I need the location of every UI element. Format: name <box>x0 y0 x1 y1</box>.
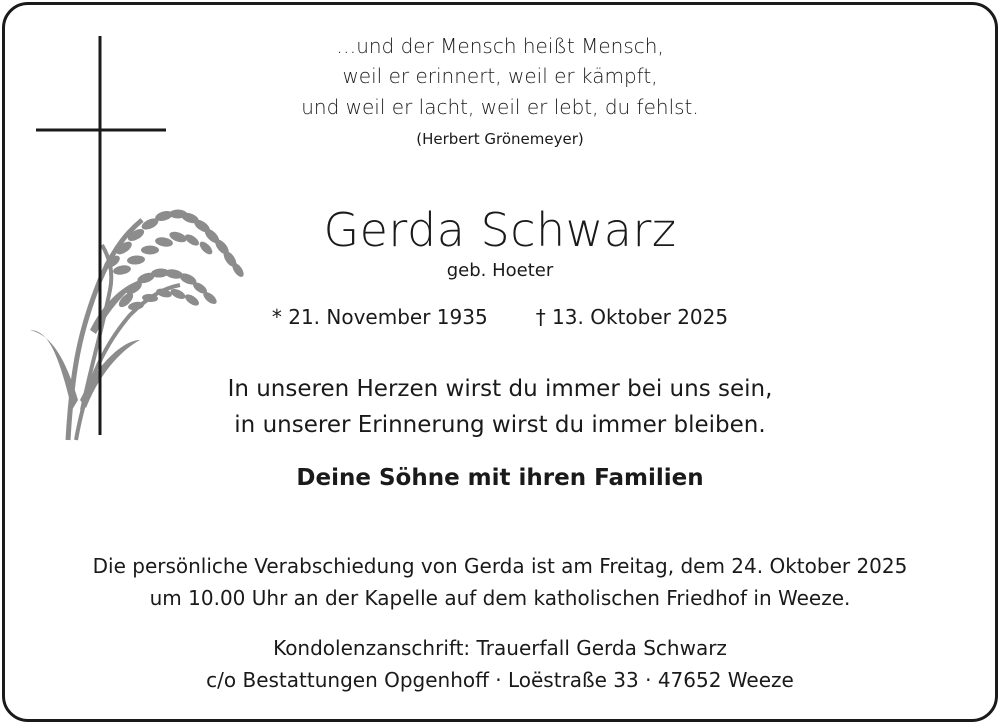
farewell-line-1: Die persönliche Verabschiedung von Gerda ist am Freitag, dem 24. Oktober 2025 <box>92 554 908 578</box>
quote-line-1: …und der Mensch heißt Mensch, <box>336 34 664 58</box>
verse-line-2: in unserer Erinnerung wirst du immer bleiben. <box>234 412 766 438</box>
deceased-name: Gerda Schwarz <box>323 203 677 257</box>
farewell-line-2: um 10.00 Uhr an der Kapelle auf dem katholischen Friedhof in Weeze. <box>149 586 851 610</box>
condolence-line-2: c/o Bestattungen Opgenhoff · Loëstraße 33 · 47652 Weeze <box>206 668 794 692</box>
quote-author: (Herbert Grönemeyer) <box>416 130 584 148</box>
quote-line-2: weil er erinnert, weil er kämpft, <box>342 64 658 88</box>
birth-date: * 21. November 1935 <box>271 305 488 329</box>
death-date: † 13. Oktober 2025 <box>535 305 729 329</box>
condolence-line-1: Kondolenzanschrift: Trauerfall Gerda Schwarz <box>273 636 727 660</box>
verse-line-1: In unseren Herzen wirst du immer bei uns sein, <box>227 376 773 402</box>
quote-line-3: und weil er lacht, weil er lebt, du fehlst. <box>301 95 699 119</box>
mourners: Deine Söhne mit ihren Familien <box>296 465 704 491</box>
maiden-name: geb. Hoeter <box>446 260 554 281</box>
life-dates <box>0 307 1000 327</box>
